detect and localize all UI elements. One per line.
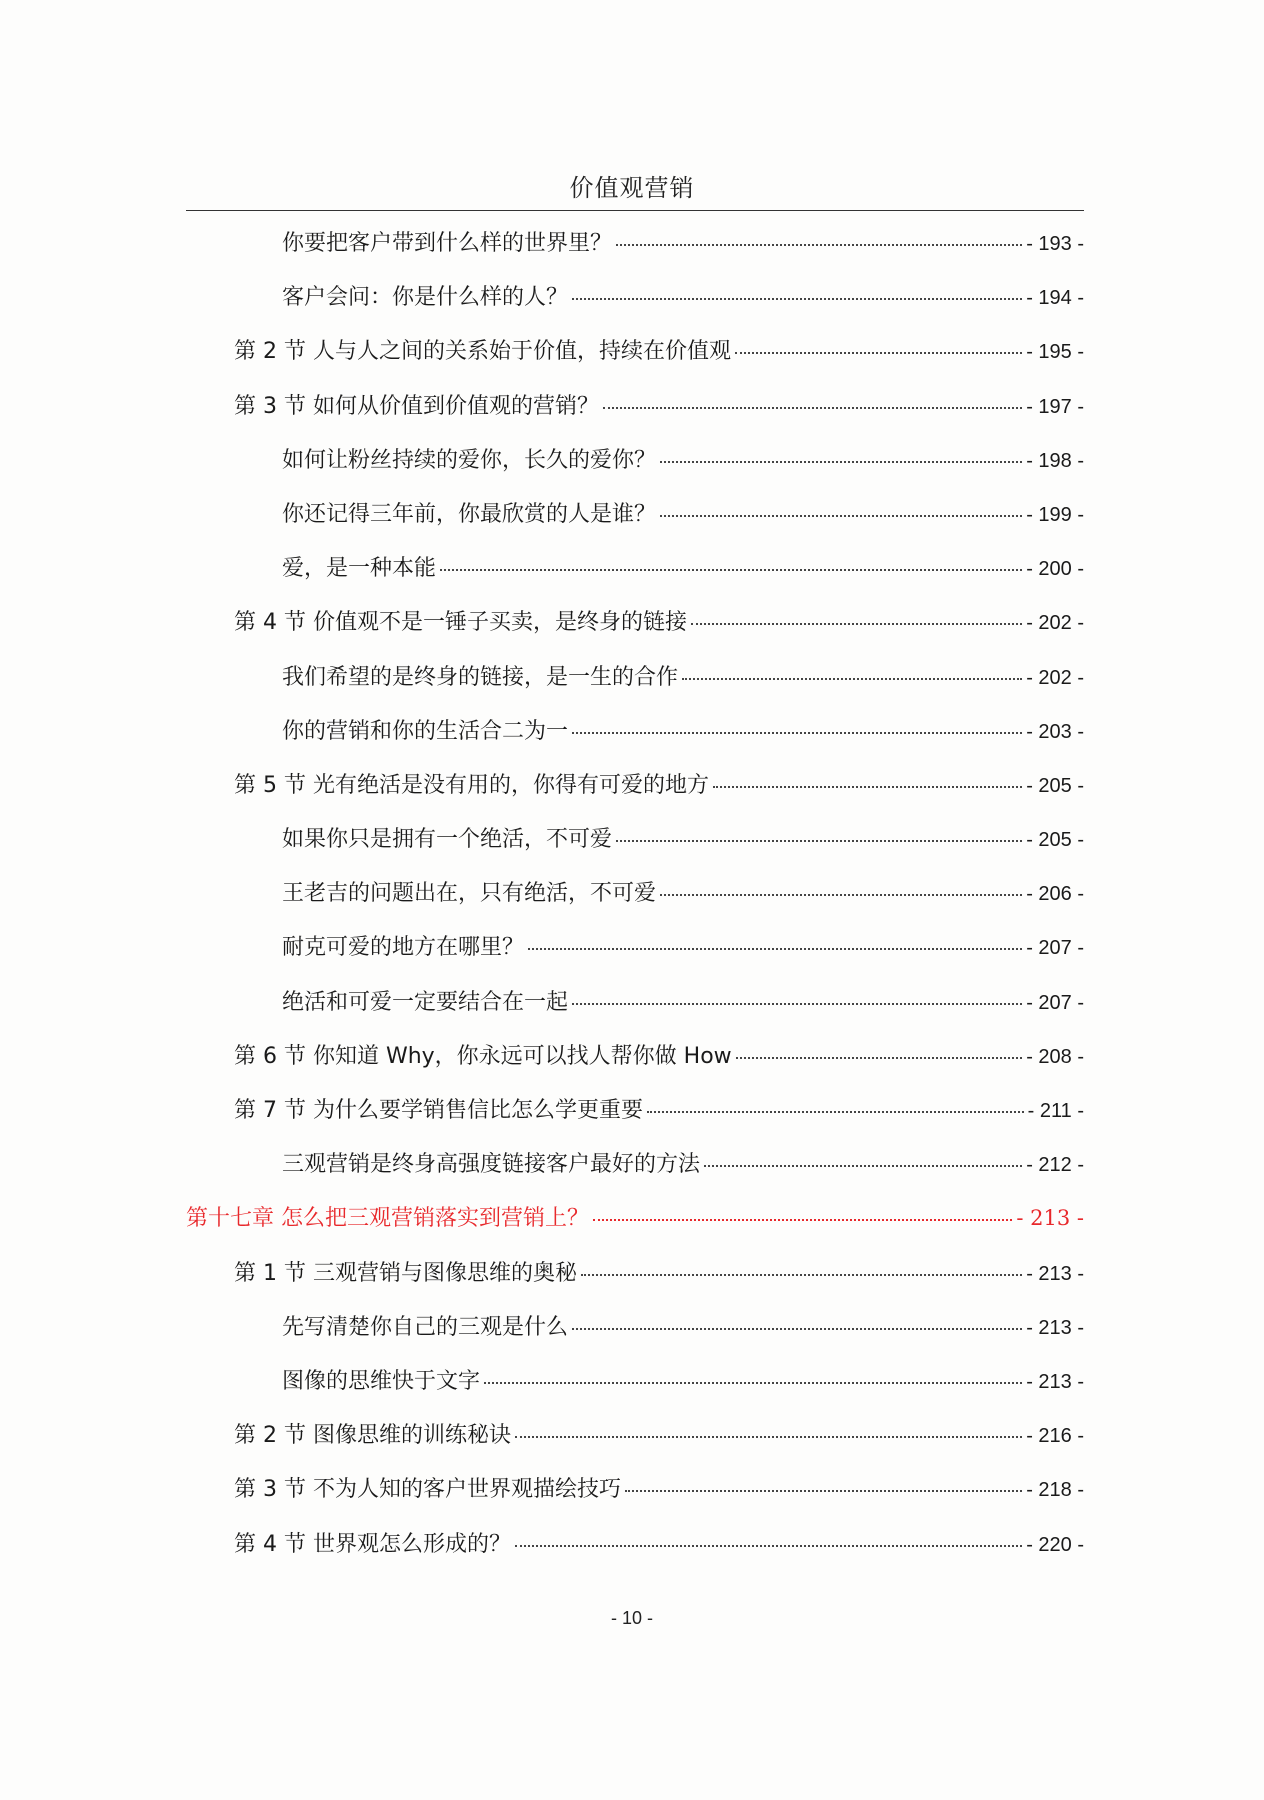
toc-entry-page-number: - 208 - bbox=[1026, 1045, 1084, 1068]
toc-dot-leader bbox=[736, 1057, 1023, 1059]
toc-dot-leader bbox=[528, 948, 1022, 950]
toc-dot-leader bbox=[581, 1274, 1022, 1276]
toc-entry-page-number: - 197 - bbox=[1026, 395, 1084, 418]
toc-entry-page-number: - 213 - bbox=[1026, 1316, 1084, 1339]
toc-entry-title: 第 4 节 世界观怎么形成的？ bbox=[234, 1531, 511, 1557]
toc-dot-leader bbox=[572, 732, 1022, 734]
toc-subsection-entry[interactable] bbox=[186, 551, 1084, 605]
toc-entry-title: 爱，是一种本能 bbox=[282, 556, 437, 582]
toc-entry-title: 先写清楚你自己的三观是什么 bbox=[282, 1314, 569, 1340]
toc-dot-leader bbox=[660, 515, 1022, 517]
toc-subsection-entry[interactable] bbox=[186, 280, 1084, 334]
toc-dot-leader bbox=[616, 840, 1022, 842]
toc-entry-page-number: - 198 - bbox=[1026, 449, 1084, 472]
toc-entry-page-number: - 218 - bbox=[1026, 1479, 1084, 1502]
toc-dot-leader bbox=[572, 1328, 1022, 1330]
toc-entry-title: 图像的思维快于文字 bbox=[282, 1368, 481, 1394]
toc-entry-title: 第 3 节 如何从价值到价值观的营销？ bbox=[234, 393, 599, 419]
toc-entry-page-number: - 207 - bbox=[1026, 991, 1084, 1014]
toc-chapter-entry[interactable] bbox=[186, 1201, 1084, 1255]
toc-dot-leader bbox=[735, 352, 1022, 354]
running-header-title: 价值观营销 bbox=[569, 174, 695, 202]
toc-subsection-entry[interactable] bbox=[186, 1310, 1084, 1364]
toc-entry-title: 如何让粉丝持续的爱你，长久的爱你？ bbox=[282, 447, 657, 473]
toc-entry-title: 第 1 节 三观营销与图像思维的奥秘 bbox=[234, 1260, 577, 1286]
toc-section-entry[interactable] bbox=[186, 768, 1084, 822]
toc-entry-page-number: - 212 - bbox=[1026, 1154, 1084, 1177]
toc-subsection-entry[interactable] bbox=[186, 443, 1084, 497]
toc-entry-title: 客户会问：你是什么样的人？ bbox=[282, 285, 569, 311]
toc-entry-page-number: - 202 - bbox=[1026, 612, 1084, 635]
toc-entry-page-number: - 216 - bbox=[1026, 1425, 1084, 1448]
toc-entry-title: 王老吉的问题出在，只有绝活，不可爱 bbox=[282, 881, 657, 907]
toc-entry-title: 如果你只是拥有一个绝活，不可爱 bbox=[282, 827, 613, 853]
toc-subsection-entry[interactable] bbox=[186, 226, 1084, 280]
toc-dot-leader bbox=[572, 298, 1022, 300]
toc-entry-title: 你的营销和你的生活合二为一 bbox=[282, 718, 569, 744]
toc-subsection-entry[interactable] bbox=[186, 1364, 1084, 1418]
toc-entry-page-number: - 213 - bbox=[1026, 1262, 1084, 1285]
toc-entry-title: 我们希望的是终身的链接，是一生的合作 bbox=[282, 664, 679, 690]
toc-dot-leader bbox=[572, 1003, 1022, 1005]
toc-dot-leader bbox=[625, 1490, 1022, 1492]
toc-entry-title: 第 3 节 不为人知的客户世界观描绘技巧 bbox=[234, 1477, 621, 1503]
toc-entry-title: 绝活和可爱一定要结合在一起 bbox=[282, 989, 569, 1015]
toc-section-entry[interactable] bbox=[186, 1093, 1084, 1147]
toc-dot-leader bbox=[647, 1111, 1024, 1113]
toc-section-entry[interactable] bbox=[186, 334, 1084, 388]
toc-section-entry[interactable] bbox=[186, 605, 1084, 659]
toc-section-entry[interactable] bbox=[186, 1527, 1084, 1581]
header-divider bbox=[186, 210, 1084, 211]
toc-entry-page-number: - 200 - bbox=[1026, 558, 1084, 581]
toc-section-entry[interactable] bbox=[186, 1418, 1084, 1472]
toc-entry-title: 第十七章 怎么把三观营销落实到营销上？ bbox=[186, 1206, 589, 1232]
toc-dot-leader bbox=[440, 569, 1022, 571]
toc-subsection-entry[interactable] bbox=[186, 930, 1084, 984]
toc-entry-page-number: - 213 - bbox=[1026, 1370, 1084, 1393]
toc-entry-page-number: - 213 - bbox=[1016, 1206, 1084, 1231]
toc-entry-page-number: - 205 - bbox=[1026, 829, 1084, 852]
toc-dot-leader bbox=[616, 244, 1022, 246]
toc-dot-leader bbox=[593, 1219, 1012, 1221]
toc-dot-leader bbox=[515, 1545, 1022, 1547]
toc-section-entry[interactable] bbox=[186, 1256, 1084, 1310]
toc-subsection-entry[interactable] bbox=[186, 497, 1084, 551]
toc-subsection-entry[interactable] bbox=[186, 876, 1084, 930]
toc-section-entry[interactable] bbox=[186, 1472, 1084, 1526]
toc-entry-title: 第 2 节 人与人之间的关系始于价值，持续在价值观 bbox=[234, 339, 731, 365]
toc-entry-page-number: - 203 - bbox=[1026, 720, 1084, 743]
toc-entry-page-number: - 205 - bbox=[1026, 774, 1084, 797]
toc-entry-title: 第 7 节 为什么要学销售信比怎么学更重要 bbox=[234, 1098, 643, 1123]
toc-section-entry[interactable] bbox=[186, 1039, 1084, 1093]
toc-entry-page-number: - 193 - bbox=[1026, 233, 1084, 255]
toc-entry-page-number: - 207 - bbox=[1026, 937, 1084, 960]
toc-entry-page-number: - 220 - bbox=[1026, 1533, 1084, 1556]
toc-entry-page-number: - 194 - bbox=[1026, 287, 1084, 310]
toc-entry-page-number: - 202 - bbox=[1026, 666, 1084, 689]
toc-entry-title: 第 4 节 价值观不是一锤子买卖，是终身的链接 bbox=[234, 610, 687, 636]
toc-entry-title: 第 6 节 你知道 Why，你永远可以找人帮你做 How bbox=[234, 1043, 732, 1069]
toc-subsection-entry[interactable] bbox=[186, 1147, 1084, 1201]
toc-subsection-entry[interactable] bbox=[186, 660, 1084, 714]
toc-dot-leader bbox=[484, 1382, 1022, 1384]
toc-entry-title: 你还记得三年前，你最欣赏的人是谁？ bbox=[282, 501, 657, 527]
toc-entry-page-number: - 199 - bbox=[1026, 503, 1084, 526]
toc-entry-title: 第 2 节 图像思维的训练秘诀 bbox=[234, 1423, 511, 1449]
toc-dot-leader bbox=[660, 894, 1022, 896]
toc-subsection-entry[interactable] bbox=[186, 822, 1084, 876]
table-of-contents bbox=[186, 226, 1084, 1581]
toc-subsection-entry[interactable] bbox=[186, 985, 1084, 1039]
toc-entry-page-number: - 195 - bbox=[1026, 341, 1084, 364]
footer-page-number: - 10 - bbox=[610, 1608, 653, 1628]
toc-entry-title: 第 5 节 光有绝活是没有用的，你得有可爱的地方 bbox=[234, 772, 709, 798]
toc-dot-leader bbox=[603, 407, 1022, 409]
toc-dot-leader bbox=[691, 623, 1022, 625]
toc-dot-leader bbox=[660, 461, 1022, 463]
toc-entry-title: 你要把客户带到什么样的世界里？ bbox=[282, 231, 613, 256]
toc-subsection-entry[interactable] bbox=[186, 714, 1084, 768]
toc-entry-page-number: - 211 - bbox=[1027, 1100, 1084, 1122]
toc-dot-leader bbox=[713, 786, 1022, 788]
toc-dot-leader bbox=[682, 678, 1022, 680]
toc-section-entry[interactable] bbox=[186, 389, 1084, 443]
toc-dot-leader bbox=[704, 1165, 1022, 1167]
toc-entry-title: 耐克可爱的地方在哪里？ bbox=[282, 935, 525, 961]
toc-entry-page-number: - 206 - bbox=[1026, 883, 1084, 906]
toc-dot-leader bbox=[515, 1436, 1022, 1438]
toc-entry-title: 三观营销是终身高强度链接客户最好的方法 bbox=[282, 1152, 701, 1178]
